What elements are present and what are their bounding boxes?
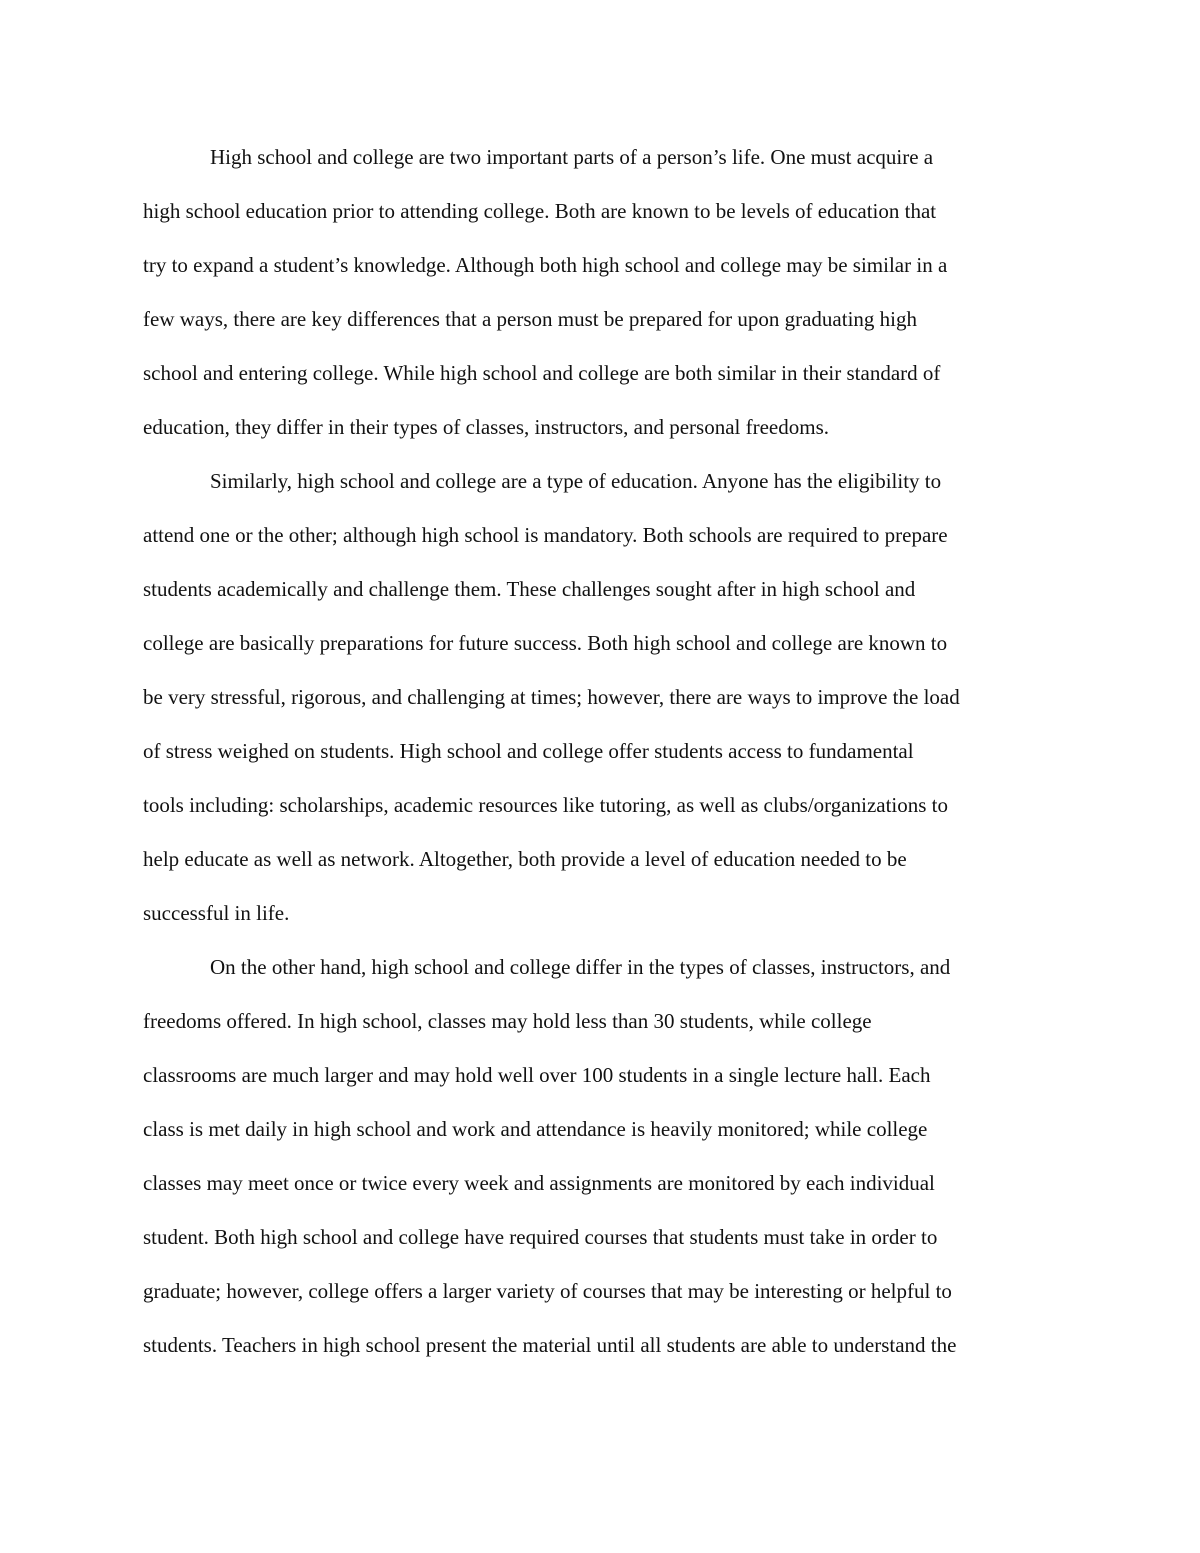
paragraph-2-line-5: be very stressful, rigorous, and challenging at times; however, there are ways to improve the load [143, 685, 960, 709]
paragraph-2-line-4: college are basically preparations for future success. Both high school and college are known to [143, 631, 948, 655]
paragraph-3-line-1: On the other hand, high school and college differ in the types of classes, instructors, and [210, 955, 951, 979]
paragraph-3-line-4: class is met daily in high school and work and attendance is heavily monitored; while college [143, 1117, 928, 1141]
paragraph-3-line-7: graduate; however, college offers a larger variety of courses that may be interesting or helpful to [143, 1279, 952, 1303]
paragraph-2-line-7: tools including: scholarships, academic resources like tutoring, as well as clubs/organizations to [143, 793, 949, 817]
paragraph-2-line-8: help educate as well as network. Altogether, both provide a level of education needed to be [143, 847, 907, 871]
paragraph-2-line-6: of stress weighed on students. High school and college offer students access to fundamental [143, 739, 914, 763]
paragraph-1-line-1: High school and college are two important parts of a person’s life. One must acquire a [210, 145, 934, 169]
paragraph-3-line-6: student. Both high school and college have required courses that students must take in order to [143, 1225, 938, 1249]
paragraph-2-line-9: successful in life. [143, 901, 290, 925]
essay-body [143, 130, 1063, 1372]
paragraph-1-line-6: education, they differ in their types of classes, instructors, and personal freedoms. [143, 415, 829, 439]
paragraph-1-line-2: high school education prior to attending college. Both are known to be levels of education that [143, 199, 937, 223]
paragraph-3-line-8: students. Teachers in high school present the material until all students are able to understand the [143, 1333, 957, 1357]
paragraph-1-line-5: school and entering college. While high school and college are both similar in their standard of [143, 361, 941, 385]
paragraph-3-line-5: classes may meet once or twice every week and assignments are monitored by each individual [143, 1171, 935, 1195]
paragraph-3-line-3: classrooms are much larger and may hold well over 100 students in a single lecture hall. Each [143, 1063, 931, 1087]
paragraph-2-line-1: Similarly, high school and college are a type of education. Anyone has the eligibility to [210, 469, 942, 493]
paragraph-1-line-3: try to expand a student’s knowledge. Although both high school and college may be similar in a [143, 253, 948, 277]
paragraph-3-line-2: freedoms offered. In high school, classes may hold less than 30 students, while college [143, 1009, 872, 1033]
paragraph-2-line-2: attend one or the other; although high school is mandatory. Both schools are required to prepare [143, 523, 948, 547]
paragraph-2-line-3: students academically and challenge them. These challenges sought after in high school and [143, 577, 916, 601]
paragraph-1-line-4: few ways, there are key differences that a person must be prepared for upon graduating high [143, 307, 917, 331]
